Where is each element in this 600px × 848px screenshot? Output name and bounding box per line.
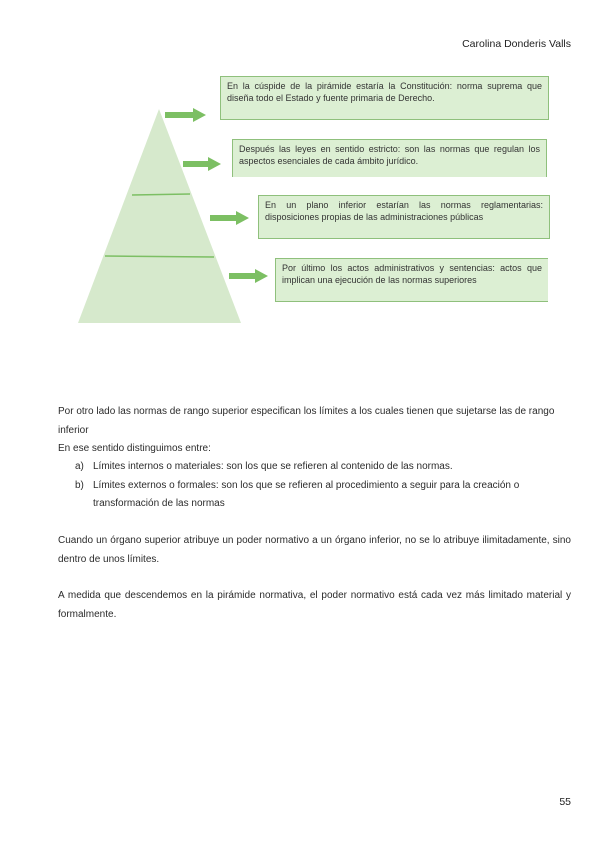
pyramid-level-3-box: En un plano inferior estarían las normas reglamentarias: disposiciones propias de las administraciones públicas xyxy=(258,195,550,239)
list-item xyxy=(58,458,571,477)
list-marker: b) xyxy=(75,479,84,491)
paragraph-normative-power: Cuando un órgano superior atribuye un poder normativo a un órgano inferior, no se lo atribuye ilimitadamente, sino dentro de unos límites. xyxy=(58,535,571,565)
paragraph-distinction-intro: En ese sentido distinguimos entre: xyxy=(58,443,211,454)
list-marker: a) xyxy=(75,461,84,472)
pyramid-level-2-box: Después las leyes en sentido estricto: son las normas que regulan los aspectos esenciales de cada ámbito jurídico. xyxy=(232,139,547,177)
list-item-text: Límites internos o materiales: son los que se refieren al contenido de las normas. xyxy=(93,461,453,472)
pyramid-divider-1 xyxy=(132,194,190,195)
arrow-level-4 xyxy=(229,269,268,283)
pyramid-divider-2 xyxy=(105,256,214,257)
paragraph-rank-limits: Por otro lado las normas de rango superior especifican los límites a los cuales tienen que sujetarse las de rango inferior xyxy=(58,406,555,436)
pyramid-level-1-box: En la cúspide de la pirámide estaría la Constitución: norma suprema que diseña todo el Estado y fuente primaria de Derecho. xyxy=(220,76,549,120)
list-item-text: Límites externos o formales: son los que se refieren al procedimiento a seguir para la creación o transformación de las normas xyxy=(93,479,520,509)
list-item xyxy=(58,477,571,514)
paragraph-pyramid-descent: A medida que descendemos en la pirámide normativa, el poder normativo está cada vez más limitado material y formalmente. xyxy=(58,590,571,620)
arrow-level-3 xyxy=(210,211,249,225)
page-number: 55 xyxy=(559,796,571,808)
pyramid-level-4-box: Por último los actos administrativos y sentencias: actos que implican una ejecución de las normas superiores xyxy=(275,258,548,302)
header-author: Carolina Donderis Valls xyxy=(462,38,571,50)
arrow-level-1 xyxy=(165,108,206,122)
limits-list xyxy=(58,458,571,514)
arrow-level-2 xyxy=(183,157,221,171)
